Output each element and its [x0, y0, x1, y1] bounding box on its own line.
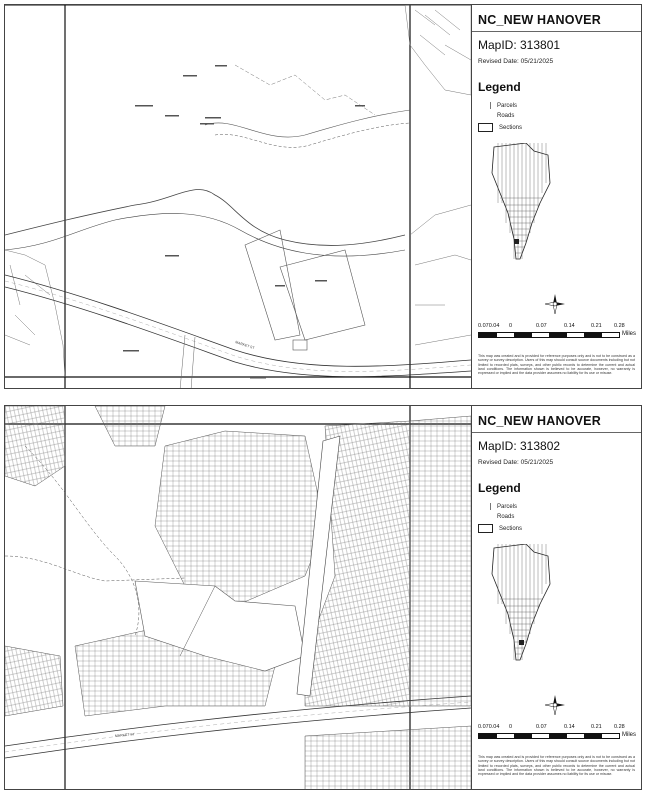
scale-tick-label: 0.28 — [614, 323, 625, 329]
legend-roads-label: Roads — [497, 513, 515, 520]
revised-date: Revised Date: 05/21/2025 — [478, 58, 554, 65]
north-arrow-icon — [544, 293, 566, 315]
road-swatch-icon — [478, 513, 491, 520]
scale-segments — [478, 332, 620, 338]
map-sheet-313802 — [4, 405, 642, 790]
scale-tick-label: 0.07 — [536, 323, 547, 329]
county-title: NC_NEW HANOVER — [478, 13, 601, 27]
scale-tick-label: 0.14 — [564, 724, 575, 730]
parcel-swatch-icon — [490, 102, 492, 109]
legend-parcels-label: Parcels — [497, 102, 518, 109]
county-index-map — [486, 143, 556, 261]
map-frame[interactable] — [5, 406, 472, 789]
scale-tick-label: 0 — [509, 323, 513, 329]
parcel-swatch-icon — [490, 503, 492, 510]
current-section-marker — [514, 239, 519, 244]
scale-tick-label: 0 — [509, 724, 513, 730]
legend-sections — [478, 524, 522, 533]
scale-unit: Miles — [622, 331, 637, 337]
legend-roads — [478, 513, 514, 520]
county-title: NC_NEW HANOVER — [478, 414, 601, 428]
legend-sections-label: Sections — [499, 525, 523, 532]
disclaimer-text: This map was created and is provided for reference purposes only and is not to be construed as a survey or survey description. Users of this map should consult source documents including but not limited to recorded plats, surveys, and other public records to determine the current and actual land conditions. The information shown is believed to be accurate, however, no warranty is expressed or implied and the data provider assumes no liability for its use or misuse. — [478, 354, 635, 376]
parcel-map-drawing — [5, 5, 471, 388]
legend-parcels — [478, 102, 517, 109]
scale-labels — [478, 323, 636, 331]
legend-parcels — [478, 503, 517, 510]
scale-segments — [478, 733, 620, 739]
legend-roads — [478, 112, 514, 119]
current-section-marker — [519, 640, 524, 645]
scale-tick-label: 0.07 — [536, 724, 547, 730]
legend-sections — [478, 123, 522, 132]
map-sheet-313801 — [4, 4, 642, 389]
north-arrow-icon — [544, 694, 566, 716]
scale-tick-label: 0.21 — [591, 323, 602, 329]
revised-date: Revised Date: 05/21/2025 — [478, 459, 554, 466]
divider — [472, 432, 641, 433]
scale-tick-label: 0.28 — [614, 724, 625, 730]
map-frame[interactable] — [5, 5, 472, 388]
svg-text:MARKET ST: MARKET ST — [114, 732, 135, 738]
legend-title: Legend — [478, 481, 521, 495]
map-id: MapID: 313802 — [478, 439, 561, 453]
legend-roads-label: Roads — [497, 112, 515, 119]
legend-sections-label: Sections — [499, 124, 523, 131]
divider — [472, 31, 641, 32]
scale-labels — [478, 724, 636, 732]
section-swatch-icon — [478, 123, 493, 132]
map-id: MapID: 313801 — [478, 38, 561, 52]
legend-title: Legend — [478, 80, 521, 94]
map-info-panel — [472, 5, 641, 388]
scale-tick-label: 0.14 — [564, 323, 575, 329]
scale-tick-label: 0.21 — [591, 724, 602, 730]
disclaimer-text: This map was created and is provided for reference purposes only and is not to be construed as a survey or survey description. Users of this map should consult source documents including but not limited to recorded plats, surveys, and other public records to determine the current and actual land conditions. The information shown is believed to be accurate, however, no warranty is expressed or implied and the data provider assumes no liability for its use or misuse. — [478, 755, 635, 777]
scale-unit: Miles — [622, 732, 637, 738]
road-swatch-icon — [478, 112, 491, 119]
scale-tick-label: 0.070.04 — [478, 323, 500, 329]
legend-parcels-label: Parcels — [497, 503, 518, 510]
parcel-map-drawing — [5, 406, 471, 789]
scale-tick-label: 0.070.04 — [478, 724, 500, 730]
svg-text:MARKET ST: MARKET ST — [234, 340, 255, 351]
section-swatch-icon — [478, 524, 493, 533]
county-index-map — [486, 544, 556, 662]
map-info-panel — [472, 406, 641, 789]
